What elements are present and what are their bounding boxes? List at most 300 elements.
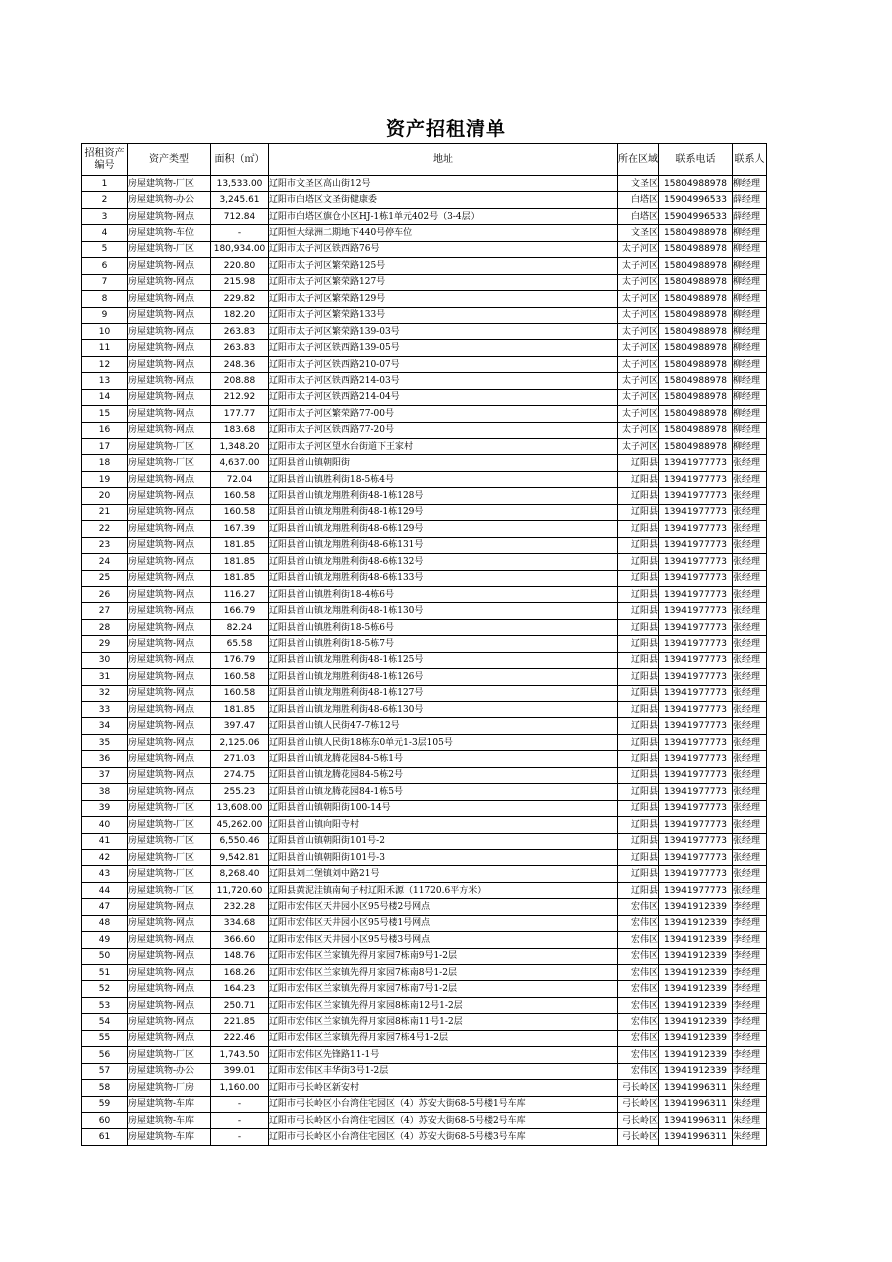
phone-cell: 13941977773 (659, 619, 733, 635)
asset-no-cell: 52 (82, 981, 128, 997)
region-cell: 太子河区 (618, 274, 659, 290)
table-header-row (82, 144, 767, 176)
area-cell: 366.60 (211, 932, 269, 948)
phone-cell: 15804988978 (659, 356, 733, 372)
phone-cell: 13941977773 (659, 849, 733, 865)
contact-cell: 张经理 (733, 603, 767, 619)
address-cell: 辽阳县首山镇朝阳街100-14号 (269, 800, 618, 816)
area-cell: 181.85 (211, 570, 269, 586)
table-row (82, 817, 767, 833)
area-cell: 229.82 (211, 291, 269, 307)
phone-cell: 15804988978 (659, 258, 733, 274)
asset-type-cell: 房屋建筑物-网点 (128, 948, 211, 964)
asset-no-cell: 9 (82, 307, 128, 323)
asset-type-cell: 房屋建筑物-厂区 (128, 866, 211, 882)
region-cell: 辽阳县 (618, 767, 659, 783)
area-cell: 176.79 (211, 652, 269, 668)
area-cell: 164.23 (211, 981, 269, 997)
phone-cell: 13941977773 (659, 702, 733, 718)
contact-cell: 张经理 (733, 488, 767, 504)
asset-no-cell: 53 (82, 997, 128, 1013)
area-cell: 1,348.20 (211, 439, 269, 455)
address-cell: 辽阳县首山镇龙翔胜利街48-1栋130号 (269, 603, 618, 619)
contact-cell: 李经理 (733, 915, 767, 931)
phone-cell: 15804988978 (659, 323, 733, 339)
contact-cell: 李经理 (733, 1063, 767, 1079)
asset-type-cell: 房屋建筑物-网点 (128, 1030, 211, 1046)
asset-no-cell: 39 (82, 800, 128, 816)
region-cell: 辽阳县 (618, 521, 659, 537)
region-cell: 宏伟区 (618, 1063, 659, 1079)
phone-cell: 13941977773 (659, 866, 733, 882)
asset-type-cell: 房屋建筑物-网点 (128, 702, 211, 718)
asset-no-cell: 17 (82, 439, 128, 455)
asset-type-cell: 房屋建筑物-网点 (128, 274, 211, 290)
asset-type-cell: 房屋建筑物-网点 (128, 340, 211, 356)
phone-cell: 13941977773 (659, 521, 733, 537)
phone-cell: 13941977773 (659, 488, 733, 504)
area-cell: 220.80 (211, 258, 269, 274)
area-cell: 181.85 (211, 537, 269, 553)
contact-cell: 李经理 (733, 932, 767, 948)
asset-type-cell: 房屋建筑物-网点 (128, 734, 211, 750)
contact-cell: 张经理 (733, 882, 767, 898)
address-cell: 辽阳县首山镇向阳寺村 (269, 817, 618, 833)
asset-type-cell: 房屋建筑物-网点 (128, 619, 211, 635)
region-cell: 辽阳县 (618, 718, 659, 734)
asset-type-cell: 房屋建筑物-办公 (128, 192, 211, 208)
address-cell: 辽阳市宏伟区天井园小区95号楼2号网点 (269, 899, 618, 915)
table-row (82, 176, 767, 192)
table-row (82, 751, 767, 767)
asset-type-cell: 房屋建筑物-厂区 (128, 817, 211, 833)
phone-cell: 15804988978 (659, 373, 733, 389)
asset-no-cell: 50 (82, 948, 128, 964)
address-cell: 辽阳市太子河区繁荣路129号 (269, 291, 618, 307)
address-cell: 辽阳县首山镇人民街18栋东0单元1-3层105号 (269, 734, 618, 750)
asset-no-cell: 30 (82, 652, 128, 668)
phone-cell: 13941977773 (659, 669, 733, 685)
asset-type-cell: 房屋建筑物-网点 (128, 751, 211, 767)
area-cell: 13,608.00 (211, 800, 269, 816)
header-address: 地址 (269, 144, 618, 176)
table-row (82, 554, 767, 570)
address-cell: 辽阳市太子河区铁西路214-03号 (269, 373, 618, 389)
region-cell: 辽阳县 (618, 702, 659, 718)
asset-type-cell: 房屋建筑物-厂区 (128, 176, 211, 192)
contact-cell: 李经理 (733, 1014, 767, 1030)
contact-cell: 李经理 (733, 997, 767, 1013)
contact-cell: 柳经理 (733, 307, 767, 323)
table-row (82, 1030, 767, 1046)
address-cell: 辽阳市太子河区繁荣路77-00号 (269, 406, 618, 422)
asset-no-cell: 38 (82, 784, 128, 800)
address-cell: 辽阳县首山镇龙翔胜利街48-6栋132号 (269, 554, 618, 570)
region-cell: 辽阳县 (618, 636, 659, 652)
contact-cell: 张经理 (733, 800, 767, 816)
asset-no-cell: 8 (82, 291, 128, 307)
table-row (82, 702, 767, 718)
asset-type-cell: 房屋建筑物-网点 (128, 932, 211, 948)
asset-no-cell: 35 (82, 734, 128, 750)
table-row (82, 619, 767, 635)
address-cell: 辽阳市宏伟区天井园小区95号楼1号网点 (269, 915, 618, 931)
asset-no-cell: 15 (82, 406, 128, 422)
asset-no-cell: 29 (82, 636, 128, 652)
asset-type-cell: 房屋建筑物-网点 (128, 570, 211, 586)
area-cell: 208.88 (211, 373, 269, 389)
header-phone: 联系电话 (659, 144, 733, 176)
contact-cell: 张经理 (733, 570, 767, 586)
asset-no-cell: 48 (82, 915, 128, 931)
table-row (82, 356, 767, 372)
asset-type-cell: 房屋建筑物-网点 (128, 784, 211, 800)
area-cell: 65.58 (211, 636, 269, 652)
asset-type-cell: 房屋建筑物-网点 (128, 554, 211, 570)
address-cell: 辽阳县首山镇人民街47-7栋12号 (269, 718, 618, 734)
address-cell: 辽阳县首山镇朝阳街101号-2 (269, 833, 618, 849)
area-cell: 1,160.00 (211, 1080, 269, 1096)
table-row (82, 734, 767, 750)
table-row (82, 1129, 767, 1145)
region-cell: 太子河区 (618, 389, 659, 405)
asset-type-cell: 房屋建筑物-车位 (128, 225, 211, 241)
asset-type-cell: 房屋建筑物-网点 (128, 389, 211, 405)
table-row (82, 422, 767, 438)
asset-type-cell: 房屋建筑物-网点 (128, 915, 211, 931)
asset-no-cell: 28 (82, 619, 128, 635)
region-cell: 太子河区 (618, 340, 659, 356)
area-cell: - (211, 1096, 269, 1112)
table-row (82, 800, 767, 816)
asset-type-cell: 房屋建筑物-网点 (128, 669, 211, 685)
asset-type-cell: 房屋建筑物-网点 (128, 471, 211, 487)
contact-cell: 张经理 (733, 619, 767, 635)
asset-type-cell: 房屋建筑物-网点 (128, 291, 211, 307)
asset-no-cell: 25 (82, 570, 128, 586)
region-cell: 太子河区 (618, 307, 659, 323)
table-row (82, 767, 767, 783)
table-row (82, 932, 767, 948)
asset-type-cell: 房屋建筑物-厂区 (128, 800, 211, 816)
asset-no-cell: 43 (82, 866, 128, 882)
asset-type-cell: 房屋建筑物-厂区 (128, 455, 211, 471)
asset-type-cell: 房屋建筑物-车库 (128, 1112, 211, 1128)
phone-cell: 15804988978 (659, 225, 733, 241)
area-cell: 160.58 (211, 488, 269, 504)
table-row (82, 849, 767, 865)
region-cell: 辽阳县 (618, 471, 659, 487)
phone-cell: 15804988978 (659, 422, 733, 438)
asset-type-cell: 房屋建筑物-网点 (128, 323, 211, 339)
phone-cell: 13941912339 (659, 1030, 733, 1046)
table-row (82, 208, 767, 224)
region-cell: 宏伟区 (618, 915, 659, 931)
area-cell: 263.83 (211, 323, 269, 339)
asset-type-cell: 房屋建筑物-网点 (128, 1014, 211, 1030)
contact-cell: 张经理 (733, 702, 767, 718)
phone-cell: 13941912339 (659, 981, 733, 997)
contact-cell: 薛经理 (733, 208, 767, 224)
area-cell: 1,743.50 (211, 1047, 269, 1063)
area-cell: 248.36 (211, 356, 269, 372)
asset-type-cell: 房屋建筑物-网点 (128, 521, 211, 537)
address-cell: 辽阳市宏伟区兰家镇先得月家园7栋南9号1-2层 (269, 948, 618, 964)
asset-no-cell: 51 (82, 965, 128, 981)
region-cell: 宏伟区 (618, 1030, 659, 1046)
region-cell: 宏伟区 (618, 997, 659, 1013)
address-cell: 辽阳市太子河区铁西路139-05号 (269, 340, 618, 356)
asset-no-cell: 47 (82, 899, 128, 915)
asset-type-cell: 房屋建筑物-网点 (128, 504, 211, 520)
contact-cell: 柳经理 (733, 176, 767, 192)
phone-cell: 13941977773 (659, 882, 733, 898)
asset-no-cell: 37 (82, 767, 128, 783)
address-cell: 辽阳市太子河区繁荣路127号 (269, 274, 618, 290)
region-cell: 太子河区 (618, 291, 659, 307)
contact-cell: 柳经理 (733, 291, 767, 307)
table-row (82, 504, 767, 520)
table-row (82, 652, 767, 668)
asset-no-cell: 21 (82, 504, 128, 520)
asset-rental-table (81, 143, 767, 1146)
asset-type-cell: 房屋建筑物-网点 (128, 258, 211, 274)
region-cell: 宏伟区 (618, 1014, 659, 1030)
phone-cell: 15804988978 (659, 439, 733, 455)
region-cell: 辽阳县 (618, 849, 659, 865)
area-cell: 6,550.46 (211, 833, 269, 849)
address-cell: 辽阳县首山镇胜利街18-4栋6号 (269, 586, 618, 602)
address-cell: 辽阳市弓长岭区小台湾住宅园区（4）苏安大街68-5号楼3号车库 (269, 1129, 618, 1145)
asset-no-cell: 12 (82, 356, 128, 372)
region-cell: 宏伟区 (618, 965, 659, 981)
address-cell: 辽阳市宏伟区丰华街3号1-2层 (269, 1063, 618, 1079)
area-cell: 255.23 (211, 784, 269, 800)
asset-no-cell: 10 (82, 323, 128, 339)
asset-type-cell: 房屋建筑物-办公 (128, 1063, 211, 1079)
table-row (82, 866, 767, 882)
area-cell: 13,533.00 (211, 176, 269, 192)
contact-cell: 李经理 (733, 965, 767, 981)
table-row (82, 833, 767, 849)
area-cell: 232.28 (211, 899, 269, 915)
address-cell: 辽阳市太子河区铁西路76号 (269, 241, 618, 257)
asset-no-cell: 59 (82, 1096, 128, 1112)
address-cell: 辽阳县首山镇龙翔胜利街48-6栋130号 (269, 702, 618, 718)
asset-no-cell: 58 (82, 1080, 128, 1096)
region-cell: 太子河区 (618, 241, 659, 257)
address-cell: 辽阳市宏伟区兰家镇先得月家园8栋南12号1-2层 (269, 997, 618, 1013)
address-cell: 辽阳市太子河区铁西路210-07号 (269, 356, 618, 372)
contact-cell: 柳经理 (733, 340, 767, 356)
area-cell: - (211, 225, 269, 241)
phone-cell: 13941977773 (659, 537, 733, 553)
phone-cell: 13941977773 (659, 504, 733, 520)
phone-cell: 13941996311 (659, 1129, 733, 1145)
area-cell: 160.58 (211, 685, 269, 701)
header-contact: 联系人 (733, 144, 767, 176)
contact-cell: 张经理 (733, 751, 767, 767)
phone-cell: 13941912339 (659, 1014, 733, 1030)
phone-cell: 15804988978 (659, 406, 733, 422)
contact-cell: 朱经理 (733, 1112, 767, 1128)
table-row (82, 1063, 767, 1079)
region-cell: 辽阳县 (618, 455, 659, 471)
region-cell: 辽阳县 (618, 866, 659, 882)
region-cell: 辽阳县 (618, 570, 659, 586)
table-row (82, 1014, 767, 1030)
asset-type-cell: 房屋建筑物-网点 (128, 406, 211, 422)
area-cell: 222.46 (211, 1030, 269, 1046)
phone-cell: 13941996311 (659, 1096, 733, 1112)
asset-no-cell: 20 (82, 488, 128, 504)
phone-cell: 13941912339 (659, 948, 733, 964)
phone-cell: 13941977773 (659, 734, 733, 750)
address-cell: 辽阳县首山镇胜利街18-5栋6号 (269, 619, 618, 635)
contact-cell: 李经理 (733, 1030, 767, 1046)
phone-cell: 13941977773 (659, 833, 733, 849)
asset-no-cell: 27 (82, 603, 128, 619)
phone-cell: 13941977773 (659, 800, 733, 816)
phone-cell: 13941977773 (659, 751, 733, 767)
address-cell: 辽阳县首山镇龙翔胜利街48-1栋129号 (269, 504, 618, 520)
address-cell: 辽阳市宏伟区兰家镇先得月家园7栋南8号1-2层 (269, 965, 618, 981)
address-cell: 辽阳县首山镇朝阳街 (269, 455, 618, 471)
asset-type-cell: 房屋建筑物-网点 (128, 997, 211, 1013)
table-row (82, 439, 767, 455)
phone-cell: 13941912339 (659, 997, 733, 1013)
table-row (82, 373, 767, 389)
contact-cell: 柳经理 (733, 258, 767, 274)
region-cell: 辽阳县 (618, 817, 659, 833)
address-cell: 辽阳市太子河区繁荣路133号 (269, 307, 618, 323)
phone-cell: 13941912339 (659, 1063, 733, 1079)
phone-cell: 13941977773 (659, 554, 733, 570)
phone-cell: 15804988978 (659, 291, 733, 307)
region-cell: 宏伟区 (618, 981, 659, 997)
address-cell: 辽阳市弓长岭区新安村 (269, 1080, 618, 1096)
asset-type-cell: 房屋建筑物-车库 (128, 1129, 211, 1145)
contact-cell: 张经理 (733, 849, 767, 865)
asset-type-cell: 房屋建筑物-网点 (128, 965, 211, 981)
contact-cell: 李经理 (733, 1047, 767, 1063)
contact-cell: 张经理 (733, 586, 767, 602)
table-row (82, 784, 767, 800)
table-row (82, 406, 767, 422)
asset-type-cell: 房屋建筑物-厂区 (128, 849, 211, 865)
address-cell: 辽阳县刘二堡镇刘中路21号 (269, 866, 618, 882)
contact-cell: 柳经理 (733, 356, 767, 372)
table-row (82, 291, 767, 307)
contact-cell: 柳经理 (733, 225, 767, 241)
table-row (82, 537, 767, 553)
area-cell: 397.47 (211, 718, 269, 734)
address-cell: 辽阳市宏伟区天井园小区95号楼3号网点 (269, 932, 618, 948)
address-cell: 辽阳县首山镇龙翔胜利街48-1栋125号 (269, 652, 618, 668)
asset-type-cell: 房屋建筑物-网点 (128, 685, 211, 701)
area-cell: 334.68 (211, 915, 269, 931)
asset-type-cell: 房屋建筑物-厂区 (128, 1047, 211, 1063)
contact-cell: 柳经理 (733, 439, 767, 455)
contact-cell: 柳经理 (733, 274, 767, 290)
asset-no-cell: 14 (82, 389, 128, 405)
region-cell: 弓长岭区 (618, 1080, 659, 1096)
contact-cell: 张经理 (733, 537, 767, 553)
area-cell: 274.75 (211, 767, 269, 783)
contact-cell: 柳经理 (733, 422, 767, 438)
area-cell: 8,268.40 (211, 866, 269, 882)
phone-cell: 13941996311 (659, 1112, 733, 1128)
address-cell: 辽阳市弓长岭区小台湾住宅园区（4）苏安大街68-5号楼1号车库 (269, 1096, 618, 1112)
asset-no-cell: 54 (82, 1014, 128, 1030)
area-cell: 2,125.06 (211, 734, 269, 750)
address-cell: 辽阳县首山镇龙腾花园84-5栋1号 (269, 751, 618, 767)
address-cell: 辽阳县首山镇龙翔胜利街48-1栋126号 (269, 669, 618, 685)
area-cell: 183.68 (211, 422, 269, 438)
area-cell: 271.03 (211, 751, 269, 767)
region-cell: 辽阳县 (618, 685, 659, 701)
table-row (82, 274, 767, 290)
asset-type-cell: 房屋建筑物-网点 (128, 767, 211, 783)
area-cell: 712.84 (211, 208, 269, 224)
asset-no-cell: 60 (82, 1112, 128, 1128)
phone-cell: 13941977773 (659, 817, 733, 833)
phone-cell: 13941977773 (659, 652, 733, 668)
region-cell: 辽阳县 (618, 784, 659, 800)
contact-cell: 张经理 (733, 471, 767, 487)
asset-no-cell: 57 (82, 1063, 128, 1079)
asset-no-cell: 2 (82, 192, 128, 208)
contact-cell: 张经理 (733, 652, 767, 668)
area-cell: 82.24 (211, 619, 269, 635)
asset-type-cell: 房屋建筑物-网点 (128, 488, 211, 504)
asset-no-cell: 5 (82, 241, 128, 257)
table-row (82, 340, 767, 356)
area-cell: 263.83 (211, 340, 269, 356)
phone-cell: 13941912339 (659, 915, 733, 931)
asset-type-cell: 房屋建筑物-网点 (128, 307, 211, 323)
area-cell: 9,542.81 (211, 849, 269, 865)
region-cell: 辽阳县 (618, 537, 659, 553)
asset-no-cell: 61 (82, 1129, 128, 1145)
asset-type-cell: 房屋建筑物-网点 (128, 537, 211, 553)
region-cell: 文圣区 (618, 225, 659, 241)
address-cell: 辽阳市宏伟区兰家镇先得月家园8栋南11号1-2层 (269, 1014, 618, 1030)
address-cell: 辽阳市宏伟区先锋路11-1号 (269, 1047, 618, 1063)
asset-type-cell: 房屋建筑物-网点 (128, 208, 211, 224)
region-cell: 辽阳县 (618, 488, 659, 504)
region-cell: 宏伟区 (618, 948, 659, 964)
asset-no-cell: 55 (82, 1030, 128, 1046)
region-cell: 辽阳县 (618, 800, 659, 816)
address-cell: 辽阳市文圣区高山街12号 (269, 176, 618, 192)
address-cell: 辽阳县首山镇朝阳街101号-3 (269, 849, 618, 865)
phone-cell: 13941977773 (659, 570, 733, 586)
region-cell: 宏伟区 (618, 932, 659, 948)
table-row (82, 669, 767, 685)
asset-no-cell: 56 (82, 1047, 128, 1063)
contact-cell: 张经理 (733, 784, 767, 800)
table-row (82, 471, 767, 487)
table-row (82, 521, 767, 537)
asset-type-cell: 房屋建筑物-网点 (128, 422, 211, 438)
region-cell: 太子河区 (618, 323, 659, 339)
address-cell: 辽阳县首山镇龙腾花园84-1栋5号 (269, 784, 618, 800)
contact-cell: 张经理 (733, 669, 767, 685)
phone-cell: 13941977773 (659, 586, 733, 602)
asset-type-cell: 房屋建筑物-厂区 (128, 833, 211, 849)
asset-type-cell: 房屋建筑物-厂房 (128, 1080, 211, 1096)
